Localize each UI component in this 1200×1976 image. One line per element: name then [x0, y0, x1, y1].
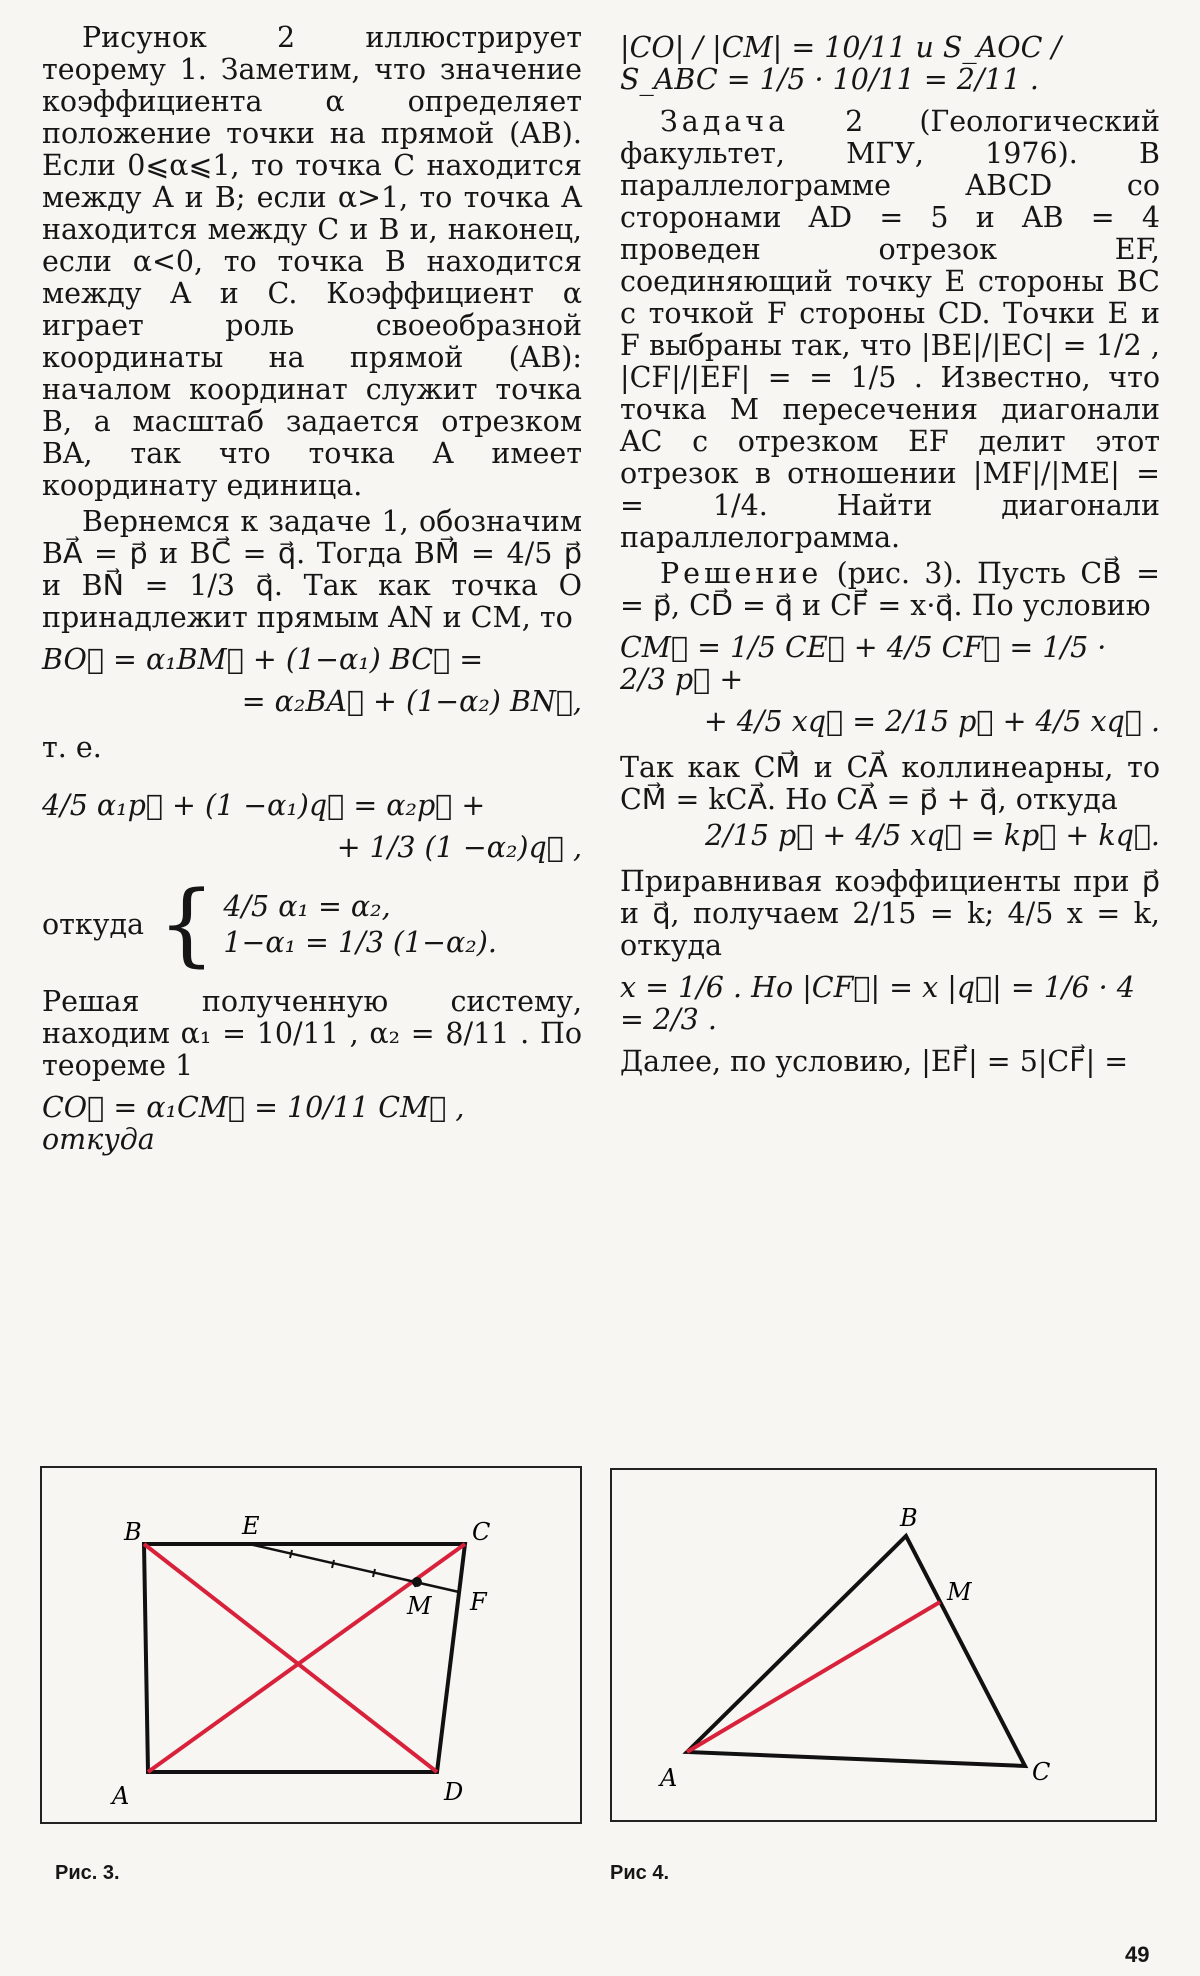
- label-d: D: [444, 1778, 464, 1806]
- equation-bo: BO⃗ = α₁BM⃗ + (1−α₁) BC⃗ =: [42, 643, 484, 676]
- brace-icon: {: [158, 872, 216, 977]
- paragraph-task2: [620, 106, 1160, 554]
- text-te: т. е.: [42, 731, 102, 764]
- system-line-2: 1−α₁ = 1/3 (1−α₂).: [223, 926, 497, 959]
- equation-coefficients-continued: + 1/3 (1 −α₂)q⃗ ,: [336, 831, 582, 864]
- equation-ratios: |CO| / |CM| = 10/11 и S_AOC / S_ABC = 1/5 · 10/11 = 2/11 .: [620, 31, 1062, 96]
- paragraph-collinear: Так как CM⃗ и CA⃗ коллинеарны, то CM⃗ = kCA⃗. Но CA⃗ = p⃗ + q⃗, откуда: [620, 751, 1160, 816]
- label-c: C: [1032, 1758, 1051, 1786]
- text-otkuda: откуда: [42, 908, 145, 941]
- figure-3-svg: [42, 1468, 580, 1822]
- label-b: B: [124, 1518, 142, 1546]
- figure-3: [40, 1466, 582, 1824]
- solution-label: Решение: [660, 557, 823, 590]
- system-line-1: 4/5 α₁ = α₂,: [223, 890, 391, 923]
- task2-label: Задача 2: [660, 105, 868, 138]
- label-f: F: [470, 1588, 487, 1616]
- page-number: 49: [1125, 1942, 1150, 1967]
- equation-k: 2/15 p⃗ + 4/5 xq⃗ = kp⃗ + kq⃗.: [704, 819, 1160, 852]
- equation-x: x = 1/6 . Но |CF⃗| = x |q⃗| = 1/6 · 4 = 2/3 .: [620, 971, 1135, 1036]
- point-m: [412, 1577, 422, 1587]
- figure-4: [610, 1468, 1157, 1822]
- task2-text: (Геологический факультет, МГУ, 1976). В параллелограмме ABCD со сторонами AD = 5 и AB = 4 проведен отрезок EF, соединяющий точку E стороны BC с точкой F стороны CD. Точки E и F выбраны так, что |BE|/|EC| = 1/2 , |CF|/|EF| = = 1/5 . Известно, что точка M пересечения диагонали AC с отрезком EF делит этот отрезок в отношении |MF|/|ME| = = 1/4. Найти диагонали параллелограмма.: [620, 105, 1160, 554]
- label-c: C: [472, 1518, 491, 1546]
- equation-system: [42, 872, 582, 977]
- label-e: E: [242, 1512, 260, 1540]
- label-m: M: [407, 1592, 432, 1620]
- figure-4-svg: [612, 1470, 1155, 1820]
- paragraph-return-task1: Вернемся к задаче 1, обозначим BA⃗ = p⃗ и BC⃗ = q⃗. Тогда BM⃗ = 4/5 p⃗ и BN⃗ = 1/3 q⃗. Так как точка O принадлежит прямым AN и CM, то: [42, 505, 582, 634]
- paragraph-solve-system: Решая полученную систему, находим α₁ = 10/11 , α₂ = 8/11 . По теореме 1: [42, 985, 582, 1082]
- segment-ef: [249, 1544, 459, 1592]
- equation-cm-continued: + 4/5 xq⃗ = 2/15 p⃗ + 4/5 xq⃗ .: [703, 705, 1160, 738]
- equation-coefficients: 4/5 α₁p⃗ + (1 −α₁)q⃗ = α₂p⃗ +: [42, 789, 486, 822]
- figure-4-caption: Рис 4.: [610, 1862, 669, 1884]
- label-b: B: [900, 1504, 918, 1532]
- equation-bo-continued: = α₂BA⃗ + (1−α₂) BN⃗,: [241, 685, 582, 718]
- paragraph-theorem-illustration: Рисунок 2 иллюстрирует теорему 1. Заметим, что значение коэффициента α определяет положение точки на прямой (AB). Если 0⩽α⩽1, то точка C находится между A и B; если α>1, то точка A находится между C и B и, наконец, если α<0, то точка B находится между A и C. Коэффициент α играет роль своеобразной координаты на прямой (AB): началом координат служит точка B, а масштаб задается отрезком BA, так что точка A имеет координату единица.: [42, 21, 582, 502]
- paragraph-coefficients: Приравнивая коэффициенты при p⃗ и q⃗, получаем 2/15 = k; 4/5 x = k, откуда: [620, 865, 1160, 962]
- left-column: [42, 22, 582, 1166]
- paragraph-solution: [620, 558, 1160, 622]
- right-column: [620, 22, 1160, 1082]
- label-a: A: [112, 1782, 130, 1810]
- equation-co: CO⃗ = α₁CM⃗ = 10/11 CM⃗ , откуда: [42, 1091, 465, 1156]
- equation-cm: CM⃗ = 1/5 CE⃗ + 4/5 CF⃗ = 1/5 · 2/3 p⃗ +: [620, 631, 1107, 696]
- paragraph-further: Далее, по условию, |EF⃗| = 5|CF⃗| =: [620, 1045, 1129, 1078]
- solution-text: (рис. 3). Пусть CB⃗ = = p⃗, CD⃗ = q⃗ и CF⃗ = x·q⃗. По условию: [620, 557, 1160, 622]
- label-a: A: [660, 1764, 678, 1792]
- figure-3-caption: Рис. 3.: [55, 1862, 120, 1884]
- label-m: M: [947, 1578, 972, 1606]
